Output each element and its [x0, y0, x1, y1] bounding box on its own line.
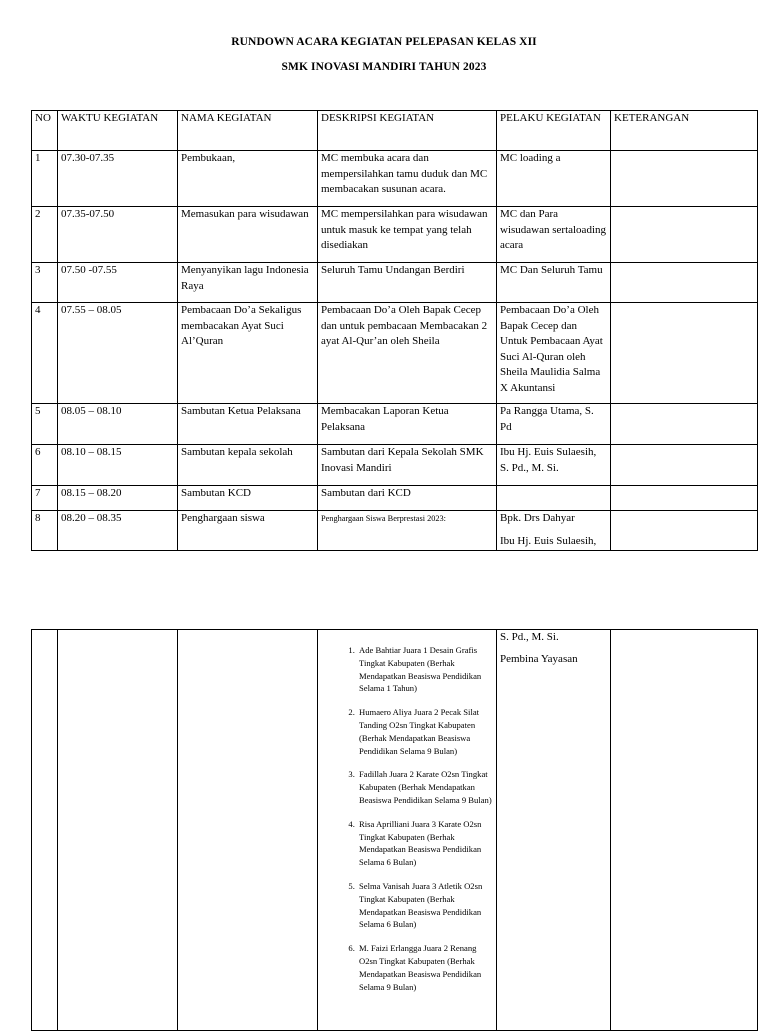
table-row — [32, 151, 758, 207]
table-header-row — [32, 111, 758, 151]
list-item: 1. Ade Bahtiar Juara 1 Desain Grafis Tingkat Kabupaten (Berhak Mendapatkan Beasiswa Pendidikan Selama 1 Tahun) — [357, 644, 493, 695]
list-item: 2. Humaero Aliya Juara 2 Pecak Silat Tanding O2sn Tingkat Kabupaten (Berhak Mendapatkan Beasiswa Pendidikan Selama 9 Bulan) — [357, 706, 493, 757]
table-row — [32, 486, 758, 511]
list-item: 3. Fadillah Juara 2 Karate O2sn Tingkat Kabupaten (Berhak Mendapatkan Beasiswa Pendidikan Selama 9 Bulan) — [357, 768, 493, 806]
cell-deskripsi: Sambutan dari Kepala Sekolah SMK Inovasi Mandiri — [318, 445, 497, 486]
cell-deskripsi: Pembacaan Do’a Oleh Bapak Cecep dan untuk pembacaan Membacakan 2 ayat Al-Qur’an oleh Sheila — [318, 303, 497, 404]
cell-waktu: 08.10 – 08.15 — [58, 445, 178, 486]
cell-nama: Menyanyikan lagu Indonesia Raya — [178, 263, 318, 303]
pelaku-name: Pembina Yayasan — [500, 653, 578, 665]
cell-no: 2 — [32, 207, 58, 263]
cell-waktu — [58, 630, 178, 1031]
cell-nama: Pembacaan Do’a Sekaligus membacakan Ayat Suci Al’Quran — [178, 303, 318, 404]
cell-keterangan — [611, 263, 758, 303]
cell-pelaku — [497, 630, 611, 1031]
table-row — [32, 630, 758, 1031]
cell-keterangan — [611, 151, 758, 207]
pelaku-name: Ibu Hj. Euis Sulaesih, — [500, 534, 597, 547]
cell-pelaku: Pa Rangga Utama, S. Pd — [497, 404, 611, 445]
cell-pelaku: MC loading a — [497, 151, 611, 207]
cell-waktu: 07.55 – 08.05 — [58, 303, 178, 404]
cell-pelaku — [497, 486, 611, 511]
cell-keterangan — [611, 511, 758, 551]
award-intro-text: Penghargaan Siswa Berprestasi 2023: — [321, 514, 446, 523]
document-title: RUNDOWN ACARA KEGIATAN PELEPASAN KELAS XII — [231, 36, 537, 48]
cell-pelaku: MC Dan Seluruh Tamu — [497, 263, 611, 303]
cell-keterangan — [611, 303, 758, 404]
table-row — [32, 207, 758, 263]
cell-keterangan — [611, 630, 758, 1031]
cell-no: 1 — [32, 151, 58, 207]
list-item: 5. Selma Vanisah Juara 3 Atletik O2sn Tingkat Kabupaten (Berhak Mendapatkan Beasiswa Pendidikan Selama 6 Bulan) — [357, 880, 493, 931]
header-no: NO — [32, 111, 58, 151]
header-pelaku: PELAKU KEGIATAN — [497, 111, 611, 151]
cell-deskripsi — [318, 630, 497, 1031]
cell-deskripsi — [318, 511, 497, 551]
rundown-table-continued — [31, 629, 758, 1031]
rundown-table — [31, 110, 758, 551]
cell-nama: Sambutan Ketua Pelaksana — [178, 404, 318, 445]
cell-nama: Sambutan kepala sekolah — [178, 445, 318, 486]
pelaku-name: S. Pd., M. Si. — [500, 631, 559, 643]
cell-pelaku — [497, 511, 611, 551]
cell-waktu: 07.50 -07.55 — [58, 263, 178, 303]
table-row — [32, 445, 758, 486]
cell-deskripsi: MC mempersilahkan para wisudawan untuk masuk ke tempat yang telah disediakan — [318, 207, 497, 263]
cell-keterangan — [611, 404, 758, 445]
list-item: 4. Risa Aprilliani Juara 3 Karate O2sn Tingkat Kabupaten (Berhak Mendapatkan Beasiswa Pendidikan Selama 6 Bulan) — [357, 818, 493, 869]
table-row — [32, 511, 758, 551]
header-deskripsi: DESKRIPSI KEGIATAN — [318, 111, 497, 151]
award-list — [321, 644, 493, 993]
cell-waktu: 07.35-07.50 — [58, 207, 178, 263]
cell-no: 5 — [32, 404, 58, 445]
cell-waktu: 08.15 – 08.20 — [58, 486, 178, 511]
cell-deskripsi: Membacakan Laporan Ketua Pelaksana — [318, 404, 497, 445]
cell-no: 8 — [32, 511, 58, 551]
cell-keterangan — [611, 207, 758, 263]
cell-nama: Pembukaan, — [178, 151, 318, 207]
table-row — [32, 263, 758, 303]
header-waktu: WAKTU KEGIATAN — [58, 111, 178, 151]
cell-waktu: 07.30-07.35 — [58, 151, 178, 207]
header-nama: NAMA KEGIATAN — [178, 111, 318, 151]
cell-keterangan — [611, 486, 758, 511]
table-row — [32, 404, 758, 445]
cell-no: 4 — [32, 303, 58, 404]
cell-nama: Sambutan KCD — [178, 486, 318, 511]
cell-no: 7 — [32, 486, 58, 511]
cell-waktu: 08.05 – 08.10 — [58, 404, 178, 445]
table-row — [32, 303, 758, 404]
pelaku-name: Bpk. Drs Dahyar — [500, 512, 575, 524]
cell-nama: Memasukan para wisudawan — [178, 207, 318, 263]
cell-no — [32, 630, 58, 1031]
cell-keterangan — [611, 445, 758, 486]
cell-deskripsi: Sambutan dari KCD — [318, 486, 497, 511]
cell-nama: Penghargaan siswa — [178, 511, 318, 551]
cell-deskripsi: Seluruh Tamu Undangan Berdiri — [318, 263, 497, 303]
cell-no: 6 — [32, 445, 58, 486]
cell-pelaku: Pembacaan Do’a Oleh Bapak Cecep dan Untuk Pembacaan Ayat Suci Al-Quran oleh Sheila Maulidia Salma X Akuntansi — [497, 303, 611, 404]
cell-pelaku: MC dan Para wisudawan sertaloading acara — [497, 207, 611, 263]
list-item: 6. M. Faizi Erlangga Juara 2 Renang O2sn Tingkat Kabupaten (Berhak Mendapatkan Beasiswa Pendidikan Selama 9 Bulan) — [357, 942, 493, 993]
header-keterangan: KETERANGAN — [611, 111, 758, 151]
cell-deskripsi: MC membuka acara dan mempersilahkan tamu duduk dan MC membacakan susunan acara. — [318, 151, 497, 207]
cell-waktu: 08.20 – 08.35 — [58, 511, 178, 551]
document-subtitle: SMK INOVASI MANDIRI TAHUN 2023 — [281, 61, 487, 73]
cell-pelaku: Ibu Hj. Euis Sulaesih, S. Pd., M. Si. — [497, 445, 611, 486]
cell-nama — [178, 630, 318, 1031]
cell-no: 3 — [32, 263, 58, 303]
